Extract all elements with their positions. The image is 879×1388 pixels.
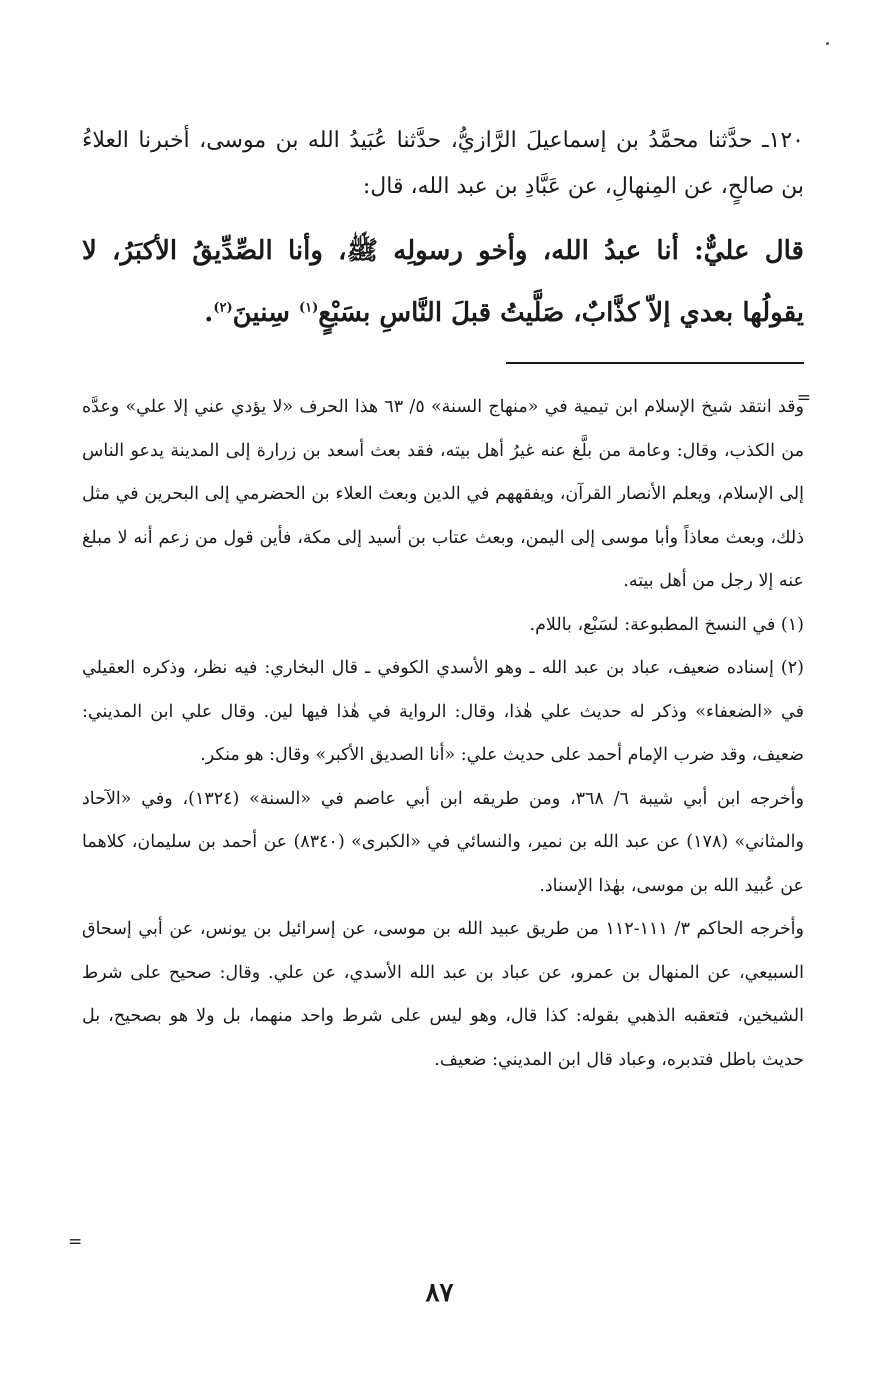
footnote-takhrij-2: وأخرجه الحاكم ٣/ ١١١-١١٢ من طريق عبيد الله بن موسى، عن إسرائيل بن يونس، عن أبي إسحاق السبيعي، عن المنهال بن عمرو، عن عباد بن عبد الله الأسدي، عن علي. وقال: صحيح على شرط الشيخين، فتعقبه الذهبي بقوله: كذا قال، وهو ليس على شرط واحد منهما، بل ولا هو بصحيح، بل حديث باطل فتدبره، وعباد قال ابن المديني: ضعيف. <box>82 919 804 1070</box>
page-number: ٨٧ <box>425 1278 454 1308</box>
hadith-matn <box>82 220 804 344</box>
matn-text: قال عليٌّ: أنا عبدُ الله، وأخو رسولِه ﷺ، وأنا الصِّدِّيقُ الأكبَرُ، لا يقولُها بعدي إلاّ كذَّابٌ، صَلَّيتُ قبلَ النَّاسِ بسَبْعٍ <box>82 236 804 328</box>
footnotes <box>82 386 804 1082</box>
footnote-separator <box>506 362 804 364</box>
footnote-ref-1: (١) <box>298 300 319 316</box>
continuation-mark-bottom: = <box>68 1232 83 1252</box>
page-body <box>82 118 804 1082</box>
matn-end: . <box>204 298 214 328</box>
footnote-ref-2: (٢) <box>213 300 233 316</box>
footnote-continued: وقد انتقد شيخ الإسلام ابن تيمية في «منهاج السنة» ٥/ ٦٣ هذا الحرف «لا يؤدي عني إلا علي» وعدَّه من الكذب، وقال: وعامة من بلَّغ عنه غيرُ أهل بيته، فقد بعث أسعد بن زرارة إلى المدينة يدعو الناس إلى الإسلام، ويعلم الأنصار القرآن، ويفقههم في الدين وبعث العلاء بن الحضرمي إلى البحرين في مثل ذلك، وبعث معاذاً وأبا موسى إلى اليمن، وبعث عتاب بن أسيد إلى مكة، فأين قول من زعم أنه لا مبلغ عنه إلا رجل من أهل بيته. <box>82 397 804 591</box>
matn-text-2: سِنينَ <box>232 298 299 328</box>
footnote-takhrij-1: وأخرجه ابن أبي شيبة ٦/ ٣٦٨، ومن طريقه ابن أبي عاصم في «السنة» (١٣٢٤)، وفي «الآحاد والمثاني» (١٧٨) عن عبد الله بن نمير، والنسائي في «الكبرى» (٨٣٤٠) عن أحمد بن سليمان، كلاهما عن عُبيد الله بن موسى، بهٰذا الإسناد. <box>82 788 804 896</box>
footnote-1: (١) في النسخ المطبوعة: لسَبْع، باللام. <box>529 614 804 635</box>
hadith-isnad: ١٢٠ـ حدَّثنا محمَّدُ بن إسماعيلَ الرَّازيُّ، حدَّثنا عُبَيدُ الله بن موسى، أخبرنا العلاءُ بن صالحٍ، عن المِنهالِ، عن عَبَّادِ بن عبد الله، قال: <box>82 128 804 199</box>
footnote-2: (٢) إسناده ضعيف، عباد بن عبد الله ـ وهو الأسدي الكوفي ـ قال البخاري: فيه نظر، وذكره العقيلي في «الضعفاء» وذكر له حديث علي هٰذا، وقال: الرواية في هٰذا فيها لين. وقال علي ابن المديني: ضعيف، وقد ضرب الإمام أحمد على حديث علي: «أنا الصديق الأكبر» وقال: هو منكر. <box>82 658 804 765</box>
page-speck <box>826 42 829 45</box>
continuation-mark-top: = <box>796 388 811 408</box>
